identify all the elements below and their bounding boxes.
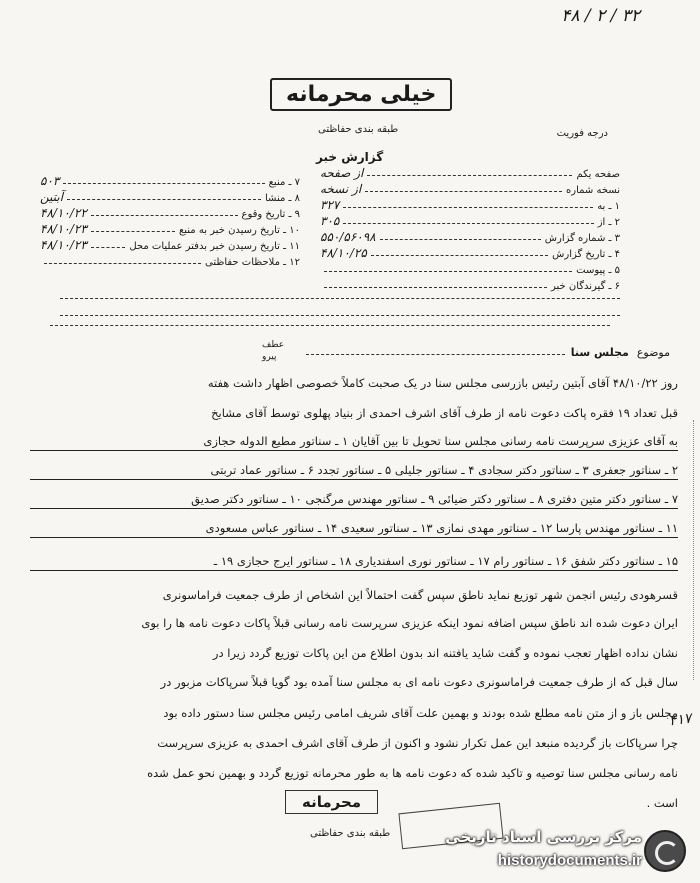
body-line: ۲ ـ سناتور جعفری ۳ ـ سناتور دکتر سجادی ۴ ـ سناتور جلیلی ۵ ـ سناتور تجدد ۶ ـ سناتور عماد تربتی (30, 461, 678, 480)
classification-stamp: خیلی محرمانه (270, 78, 452, 111)
field-row: ۱۰ ـ تاریخ رسیدن خبر به منبع ۴۸/۱۰/۲۳ (40, 222, 300, 236)
body-line: قبل تعداد ۱۹ فقره پاکت دعوت نامه از طرف آقای اشرف احمدی از بنیاد پهلوی توسط آقای مشایخ (211, 406, 678, 420)
margin-note: ۴۱۷ (668, 710, 694, 730)
body-line: نشان نداده اظهار تعجب نموده و گفت شاید یافتنه اند بدون اطلاع من این پاکات توزیع گردد زیرا در (212, 646, 678, 660)
side-label-ref: عطف (262, 340, 285, 350)
left-fields (40, 172, 300, 268)
body-line: به آقای عزیزی سرپرست نامه رسانی مجلس سنا تحویل تا بین آقایان ۱ ـ سناتور مطیع الدوله حجازی (30, 432, 678, 451)
blank-lines (60, 282, 620, 316)
report-title: گزارش خبر (316, 150, 384, 164)
field-row: ۵ ـ پیوست (320, 260, 620, 276)
field-row: ۱۱ ـ تاریخ رسیدن خبر بدفتر عملیات محل ۴۸/۱۰/۲۳ (40, 238, 300, 252)
watermark (420, 826, 690, 876)
subject-line (300, 346, 670, 359)
body-line: مجلس باز و از متن نامه مطلع شده بودند و بهمین علت آقای شریف امامی رئیس مجلس سنا دستور داده بود (163, 706, 678, 720)
margin-scribble (679, 420, 694, 680)
field-row: ۹ ـ تاریخ وقوع ۴۸/۱۰/۲۲ (40, 206, 300, 220)
field-row: ۳ ـ شماره گزارش ۵۵۰/۵۶۰۹۸ (320, 230, 620, 244)
right-fields (320, 164, 620, 292)
side-label-follow: پیرو (262, 352, 277, 362)
body-line: ۷ ـ سناتور دکتر متین دفتری ۸ ـ سناتور دکتر ضیائی ۹ ـ سناتور مهندس مرگنجی ۱۰ ـ سناتور دکتر صدیق (30, 490, 678, 509)
subject-label: موضوع (636, 346, 670, 359)
top-reference-number: ۴۸ / ۲ / ۳۲ (561, 6, 640, 26)
classification-caption: طبقه بندی حفاظتی (318, 124, 399, 135)
subject-text: مجلس سنا (570, 346, 629, 359)
field-row: صفحه یکم از صفحه (320, 166, 620, 180)
field-row: ۱۲ ـ ملاحظات حفاظتی (40, 252, 300, 268)
section-divider (50, 325, 610, 326)
body-line: سال قبل که از طرف جمعیت فراماسونری دعوت نامه ای به مجلس سنا آمده بود گویا قبلاً سرپاکات مزبور در (160, 675, 678, 689)
body-line: ۱۱ ـ سناتور مهندس پارسا ۱۲ ـ سناتور مهدی نمازی ۱۳ ـ سناتور سعیدی ۱۴ ـ سناتور عباس مسعودی (30, 519, 678, 538)
field-row: ۴ ـ تاریخ گزارش ۴۸/۱۰/۲۵ (320, 246, 620, 260)
watermark-url: historydocuments.ir (497, 852, 642, 869)
watermark-title: مرکز بررسی اسناد تاریخی (445, 828, 642, 846)
priority-label: درجه فوریت (556, 128, 608, 139)
watermark-logo-icon (644, 830, 686, 872)
bottom-classification-stamp: محرمانه (285, 790, 378, 814)
field-row: ۸ ـ منشا آبتین (40, 190, 300, 204)
field-row: ۱ ـ به ۳۲۷ (320, 198, 620, 212)
body-line: چرا سرپاکات باز گردیده منبعد این عمل تکرار نشود و اکنون از طرف آقای اشرف احمدی به عزیزی سرپرست (157, 736, 678, 750)
field-row: ۲ ـ از ۳۰۵ (320, 214, 620, 228)
field-row: نسخه شماره از نسخه (320, 182, 620, 196)
body-line: ۱۵ ـ سناتور دکتر شفق ۱۶ ـ سناتور رام ۱۷ ـ سناتور نوری اسفندیاری ۱۸ ـ سناتور ایرج حجازی ۱۹ ـ (30, 552, 678, 571)
body-line: است . (646, 796, 678, 810)
body-line: قسرهودی رئیس انجمن شهر توزیع نماید ناطق سپس گفت احتمالاً این اشخاص از طرف جمعیت فراماسونری (162, 588, 678, 602)
field-row: ۷ ـ منبع ۵۰۳ (40, 174, 300, 188)
field-row: ۶ ـ گیرندگان خبر (320, 276, 620, 292)
body-line: نامه رسانی مجلس سنا توصیه و تاکید شده که دعوت نامه ها به طور محرمانه توزیع گردد و بهمین نحو عمل شده (147, 766, 678, 780)
bottom-caption: طبقه بندی حفاظتی (310, 828, 391, 839)
body-line: ایران دعوت شده اند ناطق سپس اضافه نمود اینکه عزیزی سرپرست نامه رسانی قبلاً پاکات دعوت نامه ها را بوی (141, 616, 678, 630)
body-line: روز ۴۸/۱۰/۲۲ آقای آبتین رئیس بازرسی مجلس سنا در یک صحبت کاملاً خصوصی اظهار داشت هفته (207, 376, 678, 390)
